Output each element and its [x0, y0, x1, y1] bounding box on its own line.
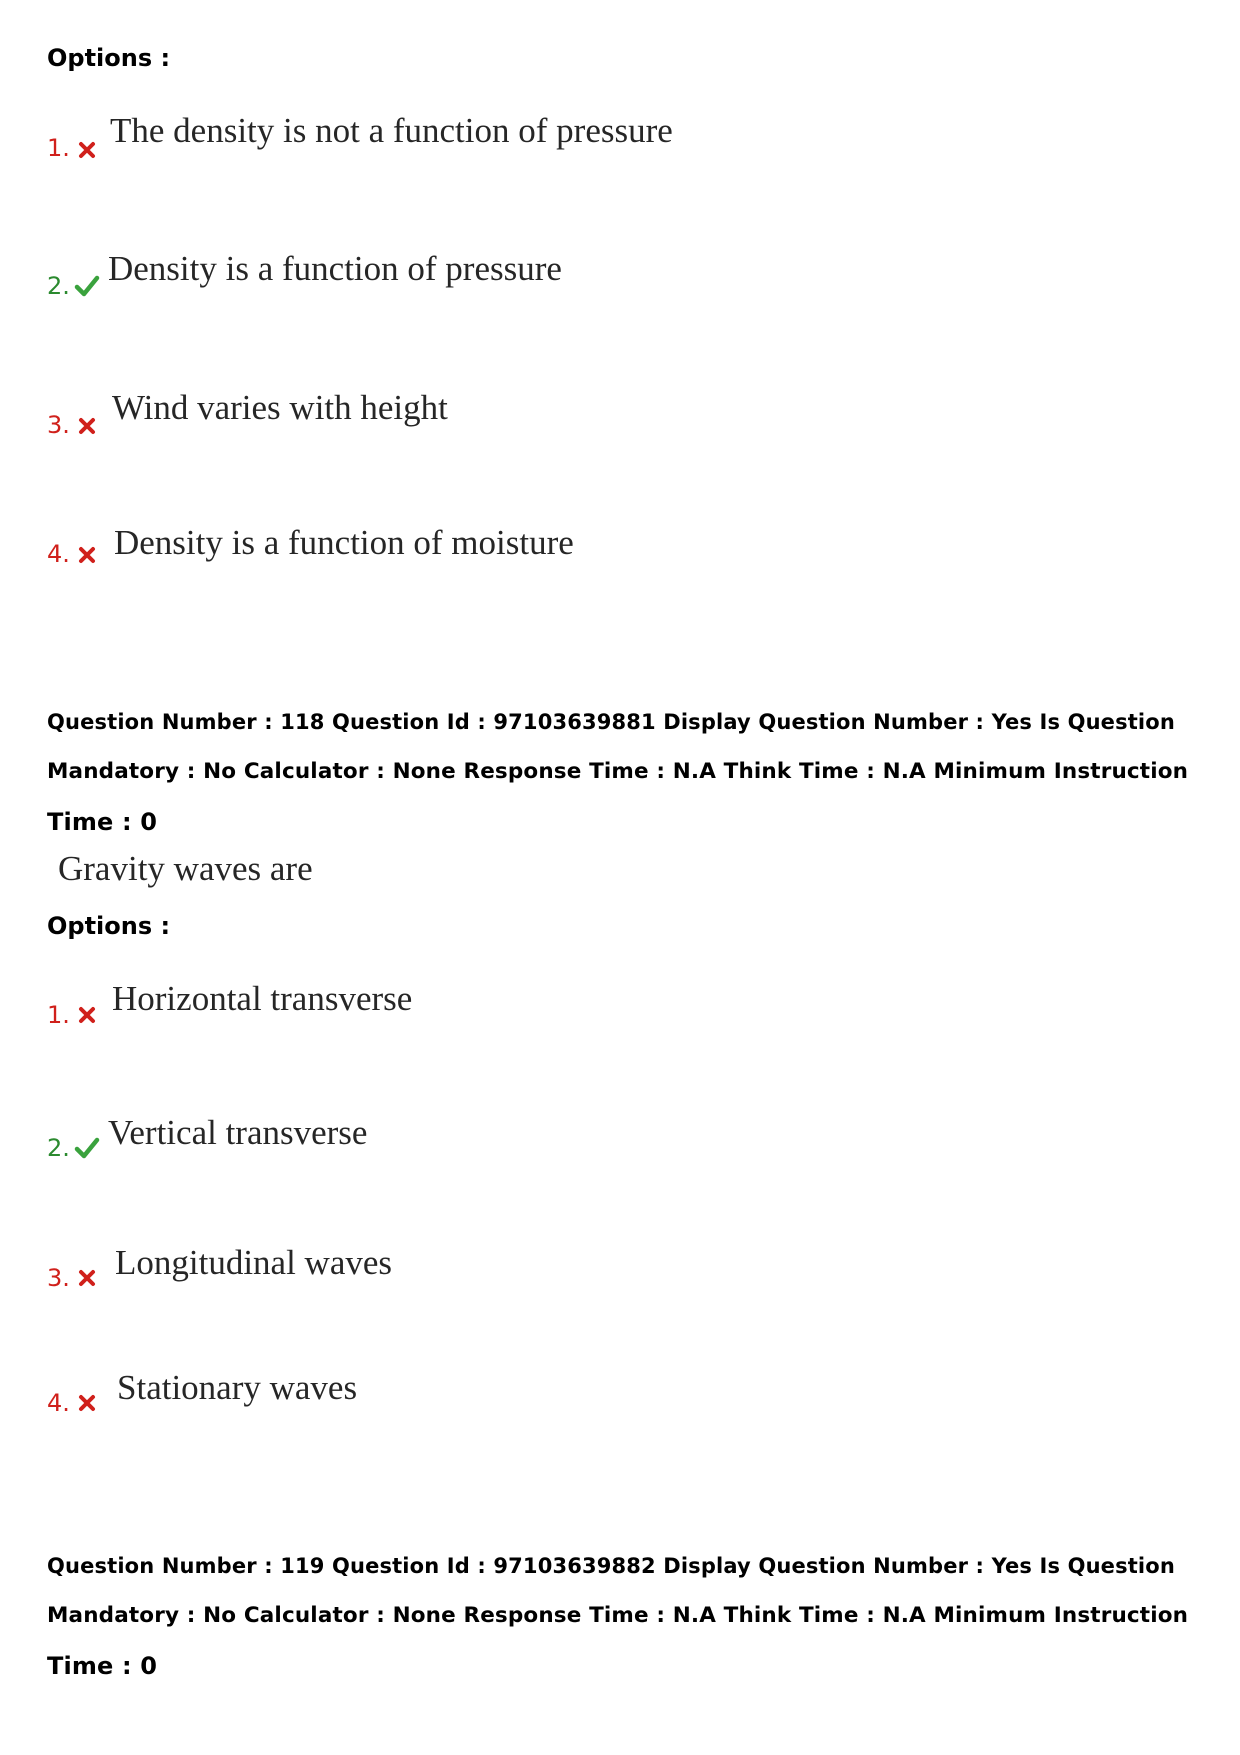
option-text: Density is a function of pressure	[108, 249, 562, 288]
option-number: 2.	[47, 272, 70, 300]
option-number: 4.	[47, 1389, 70, 1417]
option-text: Stationary waves	[117, 1368, 358, 1407]
option-text: Vertical transverse	[108, 1113, 368, 1152]
options-label: Options :	[47, 44, 171, 72]
question-meta-line: Time : 0	[47, 808, 158, 836]
cross-icon	[76, 415, 98, 437]
option-text: Longitudinal waves	[115, 1243, 393, 1282]
cross-icon	[76, 1267, 98, 1289]
options-label: Options :	[47, 912, 171, 940]
option-number: 1.	[47, 1001, 70, 1029]
option-text: Wind varies with height	[112, 388, 448, 427]
question-meta-line: Mandatory : No Calculator : None Response Time : N.A Think Time : N.A Minimum Instruction	[47, 759, 1189, 784]
cross-icon	[76, 544, 98, 566]
question-meta-line: Time : 0	[47, 1652, 158, 1680]
cross-icon	[76, 1004, 98, 1026]
option-number: 2.	[47, 1134, 70, 1162]
question-stem: Gravity waves are	[58, 849, 313, 888]
option-number: 4.	[47, 540, 70, 568]
check-icon	[74, 1135, 100, 1161]
option-text: Density is a function of moisture	[114, 523, 574, 562]
option-number: 3.	[47, 1264, 70, 1292]
check-icon	[74, 273, 100, 299]
cross-icon	[76, 139, 98, 161]
option-number: 1.	[47, 134, 70, 162]
option-text: The density is not a function of pressure	[110, 111, 673, 150]
question-meta-line: Question Number : 119 Question Id : 97103639882 Display Question Number : Yes Is Question	[47, 1554, 1175, 1578]
cross-icon	[76, 1392, 98, 1414]
question-meta-line: Question Number : 118 Question Id : 97103639881 Display Question Number : Yes Is Question	[47, 710, 1175, 734]
question-meta-line: Mandatory : No Calculator : None Response Time : N.A Think Time : N.A Minimum Instruction	[47, 1603, 1189, 1628]
option-number: 3.	[47, 411, 70, 439]
option-text: Horizontal transverse	[112, 979, 413, 1018]
